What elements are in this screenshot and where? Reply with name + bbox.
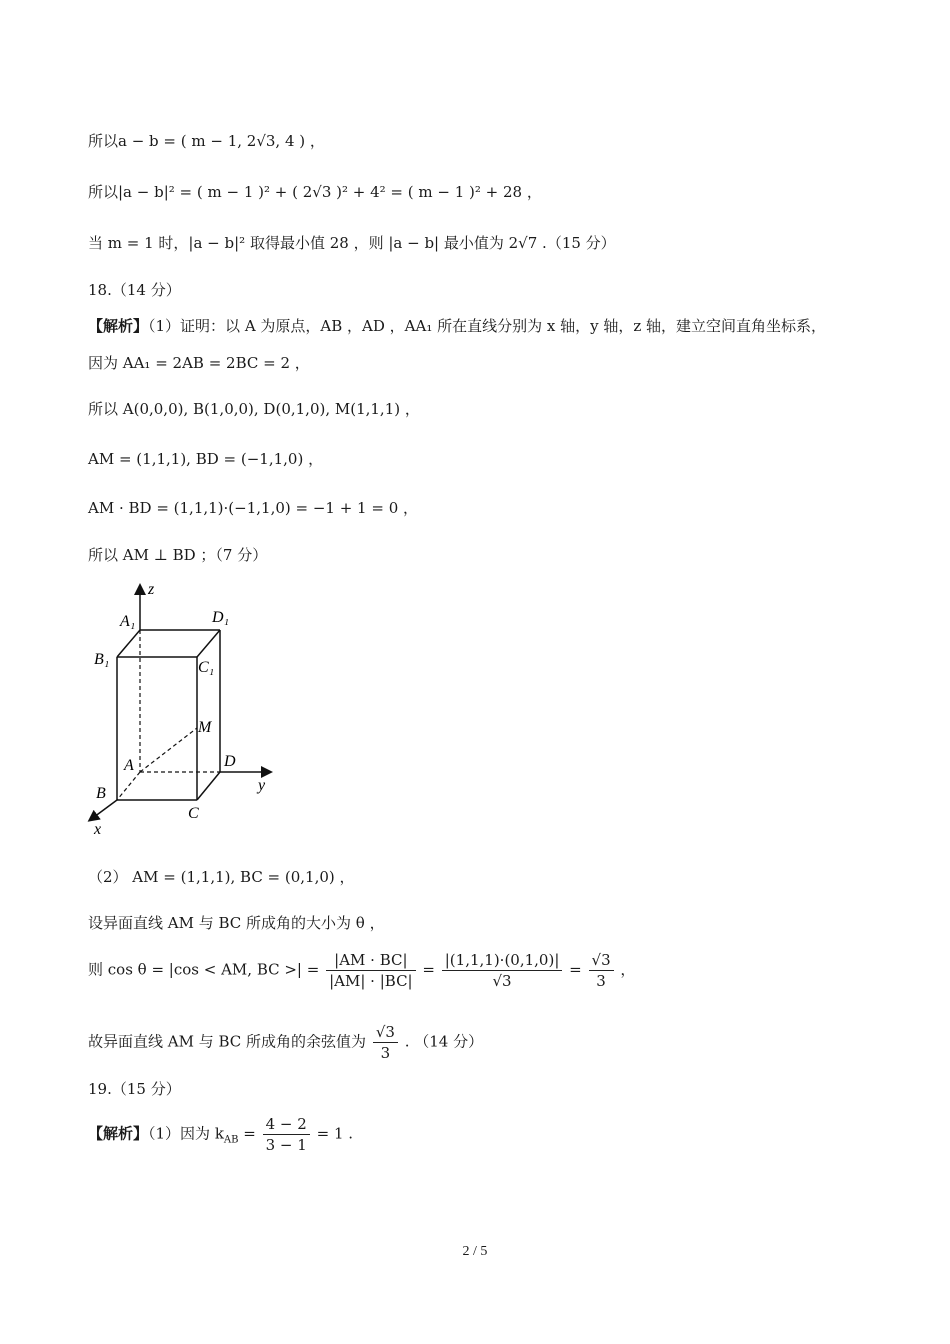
cos-trailing-comma: ， xyxy=(620,960,636,979)
slope-equals: = xyxy=(238,1124,256,1143)
conclusion-score: . （14 分） xyxy=(404,1032,484,1051)
slope-denominator: 3 − 1 xyxy=(265,1136,307,1154)
label-a1: A₁ xyxy=(120,613,136,630)
x-axis xyxy=(90,800,117,820)
label-b: B xyxy=(96,785,106,802)
cos-fraction-general xyxy=(326,950,416,991)
frac3-numerator: √3 xyxy=(589,950,614,971)
conclusion-fraction xyxy=(373,1022,398,1063)
slope-fraction xyxy=(263,1114,310,1155)
slope-result: = 1 . xyxy=(316,1124,354,1143)
edge-a1b1 xyxy=(117,630,140,657)
cos-lhs: 则 cos θ = |cos < AM, BC >| = xyxy=(88,960,320,979)
q18-part1-text: （1）证明：以 A 为原点，AB ，AD ，AA₁ 所在直线分别为 x 轴，y 轴，z 轴，建立空间直角坐标系， xyxy=(148,317,827,335)
label-a: A xyxy=(124,757,134,774)
frac1-denominator: |AM| · |BC| xyxy=(329,972,413,990)
edge-cd xyxy=(197,772,220,800)
cuboid-figure xyxy=(84,580,284,840)
page-number: 2 / 5 xyxy=(462,1244,488,1259)
line-cosine-formula xyxy=(88,950,635,991)
label-x: x xyxy=(94,821,102,838)
segment-am-hidden xyxy=(140,728,197,772)
line-vector-difference: 所以a − b = ( m − 1, 2√3, 4 ) ， xyxy=(88,132,325,150)
label-c1: C₁ xyxy=(198,659,215,676)
slope-subscript: AB xyxy=(223,1134,239,1146)
label-z: z xyxy=(148,581,155,598)
analysis-tag-19: 【解析】 xyxy=(88,1124,149,1143)
equals-sign-2: = xyxy=(569,960,582,979)
frac1-numerator: |AM · BC| xyxy=(326,950,416,971)
line-lengths: 因为 AA₁ = 2AB = 2BC = 2 ， xyxy=(88,354,310,372)
conclusion-numerator: √3 xyxy=(373,1022,398,1043)
conclusion-text: 故异面直线 AM 与 BC 所成角的余弦值为 xyxy=(88,1032,367,1051)
label-d: D xyxy=(224,753,236,770)
frac3-denominator: 3 xyxy=(596,972,606,990)
analysis-tag: 【解析】 xyxy=(88,317,149,335)
label-b1: B₁ xyxy=(94,651,110,668)
cos-fraction-result xyxy=(589,950,614,991)
line-angle-setup: 设异面直线 AM 与 BC 所成角的大小为 θ ， xyxy=(88,914,385,932)
slope-numerator: 4 − 2 xyxy=(263,1114,310,1135)
line-cosine-conclusion xyxy=(88,1022,483,1063)
q18-part2-vectors: （2） AM = (1,1,1), BC = (0,1,0) ， xyxy=(88,868,355,886)
line-vectors: AM = (1,1,1), BD = (−1,1,0) ， xyxy=(88,450,324,468)
edge-c1d1 xyxy=(197,630,220,657)
frac2-denominator: √3 xyxy=(492,972,512,990)
question-18-header: 18.（14 分） xyxy=(88,281,181,299)
line-minimum-value: 当 m = 1 时，|a − b|² 取得最小值 28 ，则 |a − b| 最小值为 2√7 .（15 分） xyxy=(88,234,616,252)
line-coordinates: 所以 A(0,0,0), B(1,0,0), D(0,1,0), M(1,1,1) ， xyxy=(88,400,420,418)
q18-part1-setup xyxy=(88,315,826,337)
slope-prefix: （1）因为 k xyxy=(148,1124,224,1143)
line-magnitude-squared: 所以|a − b|² = ( m − 1 )² + ( 2√3 )² + 4² = ( m − 1 )² + 28 ， xyxy=(88,183,542,201)
equals-sign: = xyxy=(422,960,435,979)
label-y: y xyxy=(258,777,266,794)
frac2-numerator: |(1,1,1)·(0,1,0)| xyxy=(442,950,563,971)
q19-slope-line xyxy=(88,1114,353,1155)
line-perpendicular-conclusion: 所以 AM ⊥ BD ；（7 分） xyxy=(88,546,268,564)
label-m: M xyxy=(198,719,212,736)
edge-ab-hidden xyxy=(117,772,140,800)
label-c: C xyxy=(188,805,199,822)
question-19-header: 19.（15 分） xyxy=(88,1080,181,1098)
cos-fraction-values xyxy=(442,950,563,991)
label-d1: D₁ xyxy=(212,609,230,626)
line-dot-product: AM · BD = (1,1,1)·(−1,1,0) = −1 + 1 = 0 ， xyxy=(88,499,419,517)
conclusion-denominator: 3 xyxy=(380,1044,391,1062)
